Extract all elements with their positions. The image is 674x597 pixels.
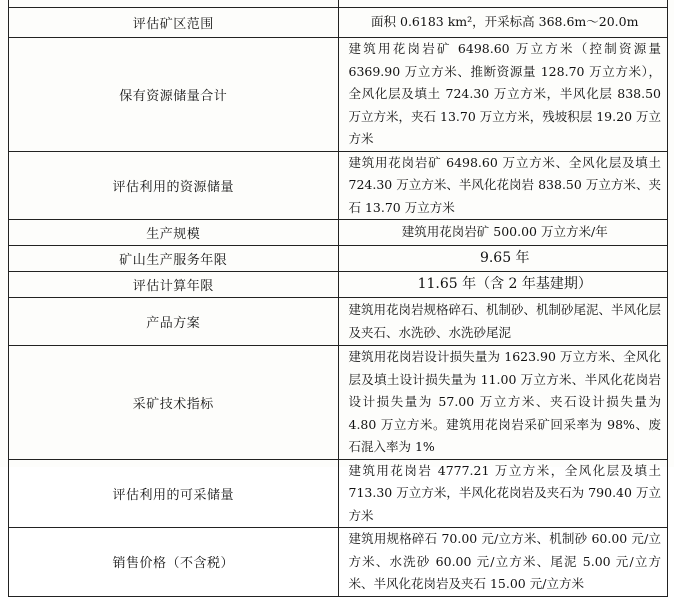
table-row xyxy=(9,272,668,298)
label-cell: 保有资源储量合计 xyxy=(9,38,339,152)
label-cell: 评估计算年限 xyxy=(9,272,339,298)
value-cell: 9.65 年 xyxy=(338,246,668,272)
label-cell: 矿山生产服务年限 xyxy=(9,246,339,272)
table-row xyxy=(9,220,668,246)
value-cell: 建筑用花岗岩矿 500.00 万立方米/年 xyxy=(338,220,668,246)
value-cell: 建筑用规格碎石 70.00 元/立方米、机制砂 60.00 元/立方米、水洗砂 60.00 元/立方米、尾泥 5.00 元/立方米、半风化花岗岩及夹石 15.00 元/立方米 xyxy=(338,528,668,597)
value-cell: 建筑用花岗岩规格碎石、机制砂、机制砂尾泥、半风化层及夹石、水洗砂、水洗砂尾泥 xyxy=(338,298,668,346)
value-cell-cut-off xyxy=(338,0,668,8)
table-row-cut-off xyxy=(9,0,668,8)
table-row xyxy=(9,151,668,220)
label-cell: 生产规模 xyxy=(9,220,339,246)
cut-off-text xyxy=(339,0,668,7)
label-cell-cut-off xyxy=(9,0,339,8)
table-row xyxy=(9,528,668,597)
value-cell: 建筑用花岗岩矿 6498.60 万立方米（控制资源量 6369.90 万立方米、推断资源量 128.70 万立方米），全风化层及填土 724.30 万立方米，半风化层 838.50 万立方米，夹石 13.70 万立方米，残坡积层 19.20 万立方米 xyxy=(338,38,668,152)
label-cell: 产品方案 xyxy=(9,298,339,346)
table-row xyxy=(9,346,668,460)
label-cell: 评估矿区范围 xyxy=(9,8,339,38)
value-cell: 11.65 年（含 2 年基建期） xyxy=(338,272,668,298)
value-cell: 建筑用花岗岩 4777.21 万立方米，全风化层及填土 713.30 万立方米，半风化花岗岩及夹石为 790.40 万立方米 xyxy=(338,459,668,528)
assessment-parameters-table xyxy=(8,0,668,597)
table-row xyxy=(9,8,668,38)
table-row xyxy=(9,298,668,346)
value-cell: 面积 0.6183 km²，开采标高 368.6m～20.0m xyxy=(338,8,668,38)
label-cell: 销售价格（不含税） xyxy=(9,528,339,597)
label-cell: 评估利用的资源储量 xyxy=(9,151,339,220)
label-cell: 采矿技术指标 xyxy=(9,346,339,460)
value-cell: 建筑用花岗岩矿 6498.60 万立方米、全风化层及填土 724.30 万立方米、半风化花岗岩 838.50 万立方米、夹石 13.70 万立方米 xyxy=(338,151,668,220)
table-row xyxy=(9,38,668,152)
table-row xyxy=(9,246,668,272)
table-row xyxy=(9,459,668,528)
value-cell: 建筑用花岗岩设计损失量为 1623.90 万立方米、全风化层及填土设计损失量为 11.00 万立方米、半风化花岗岩设计损失量为 57.00 万立方米、夹石设计损失量为 4.80 万立方米。建筑用花岗岩采矿回采率为 98%、废石混入率为 1% xyxy=(338,346,668,460)
label-cell: 评估利用的可采储量 xyxy=(9,459,339,528)
